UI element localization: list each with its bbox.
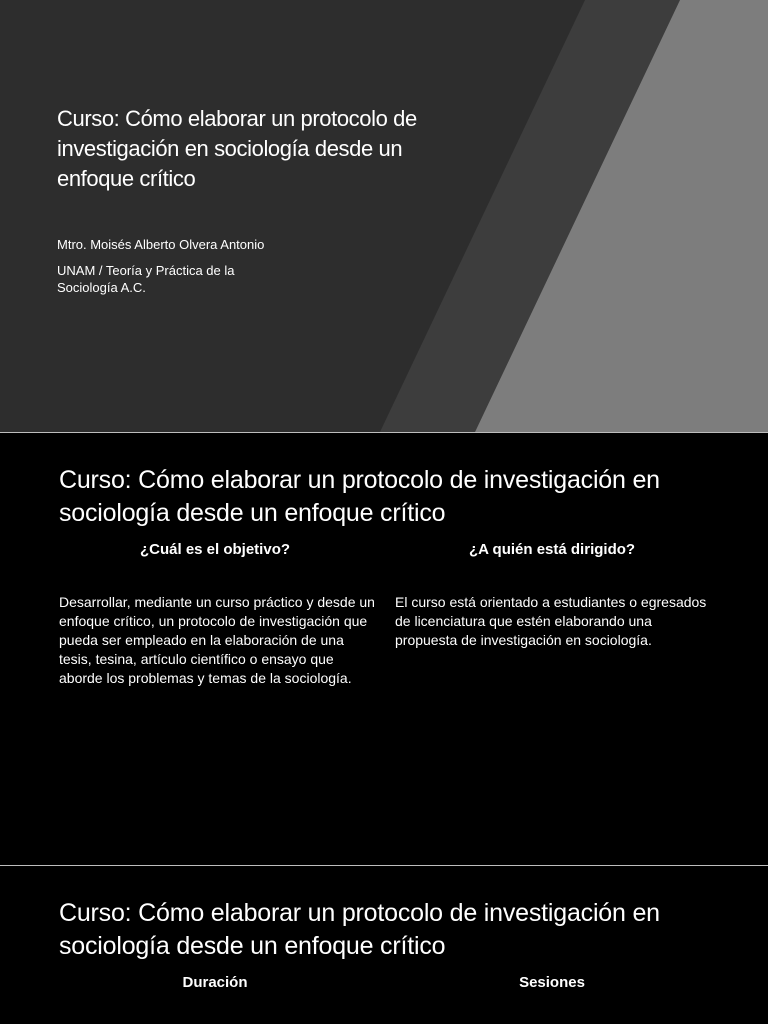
slide3-title: Curso: Cómo elaborar un protocolo de investigación en sociología desde un enfoque crítico: [59, 899, 660, 960]
sessions-heading: Sesiones: [519, 974, 585, 991]
slide-background-bands: [0, 0, 768, 432]
slide1-title: Curso: Cómo elaborar un protocolo de investigación en sociología desde un enfoque crítico: [57, 106, 417, 191]
objective-slide: [0, 433, 768, 865]
title-slide: [0, 0, 768, 432]
slide1-affiliation: UNAM / Teoría y Práctica de la Sociología A.C.: [57, 263, 235, 295]
slide2-title: Curso: Cómo elaborar un protocolo de investigación en sociología desde un enfoque crítico: [59, 466, 660, 527]
audience-heading: ¿A quién está dirigido?: [468, 541, 636, 558]
duration-slide: [0, 866, 768, 1024]
duration-heading: Duración: [182, 974, 248, 991]
audience-body: El curso está orientado a estudiantes o egresados de licenciatura que estén elaborando una propuesta de investigación en sociología.: [395, 594, 707, 648]
slide1-author: Mtro. Moisés Alberto Olvera Antonio: [57, 237, 265, 252]
objective-heading: ¿Cuál es el objetivo?: [139, 541, 291, 558]
objective-body: Desarrollar, mediante un curso práctico y desde un enfoque crítico, un protocolo de investigación que pueda ser empleado en la elaboración de una tesis, tesina, artículo científico o ensayo que aborde los problemas y temas de la sociología.: [59, 594, 375, 686]
